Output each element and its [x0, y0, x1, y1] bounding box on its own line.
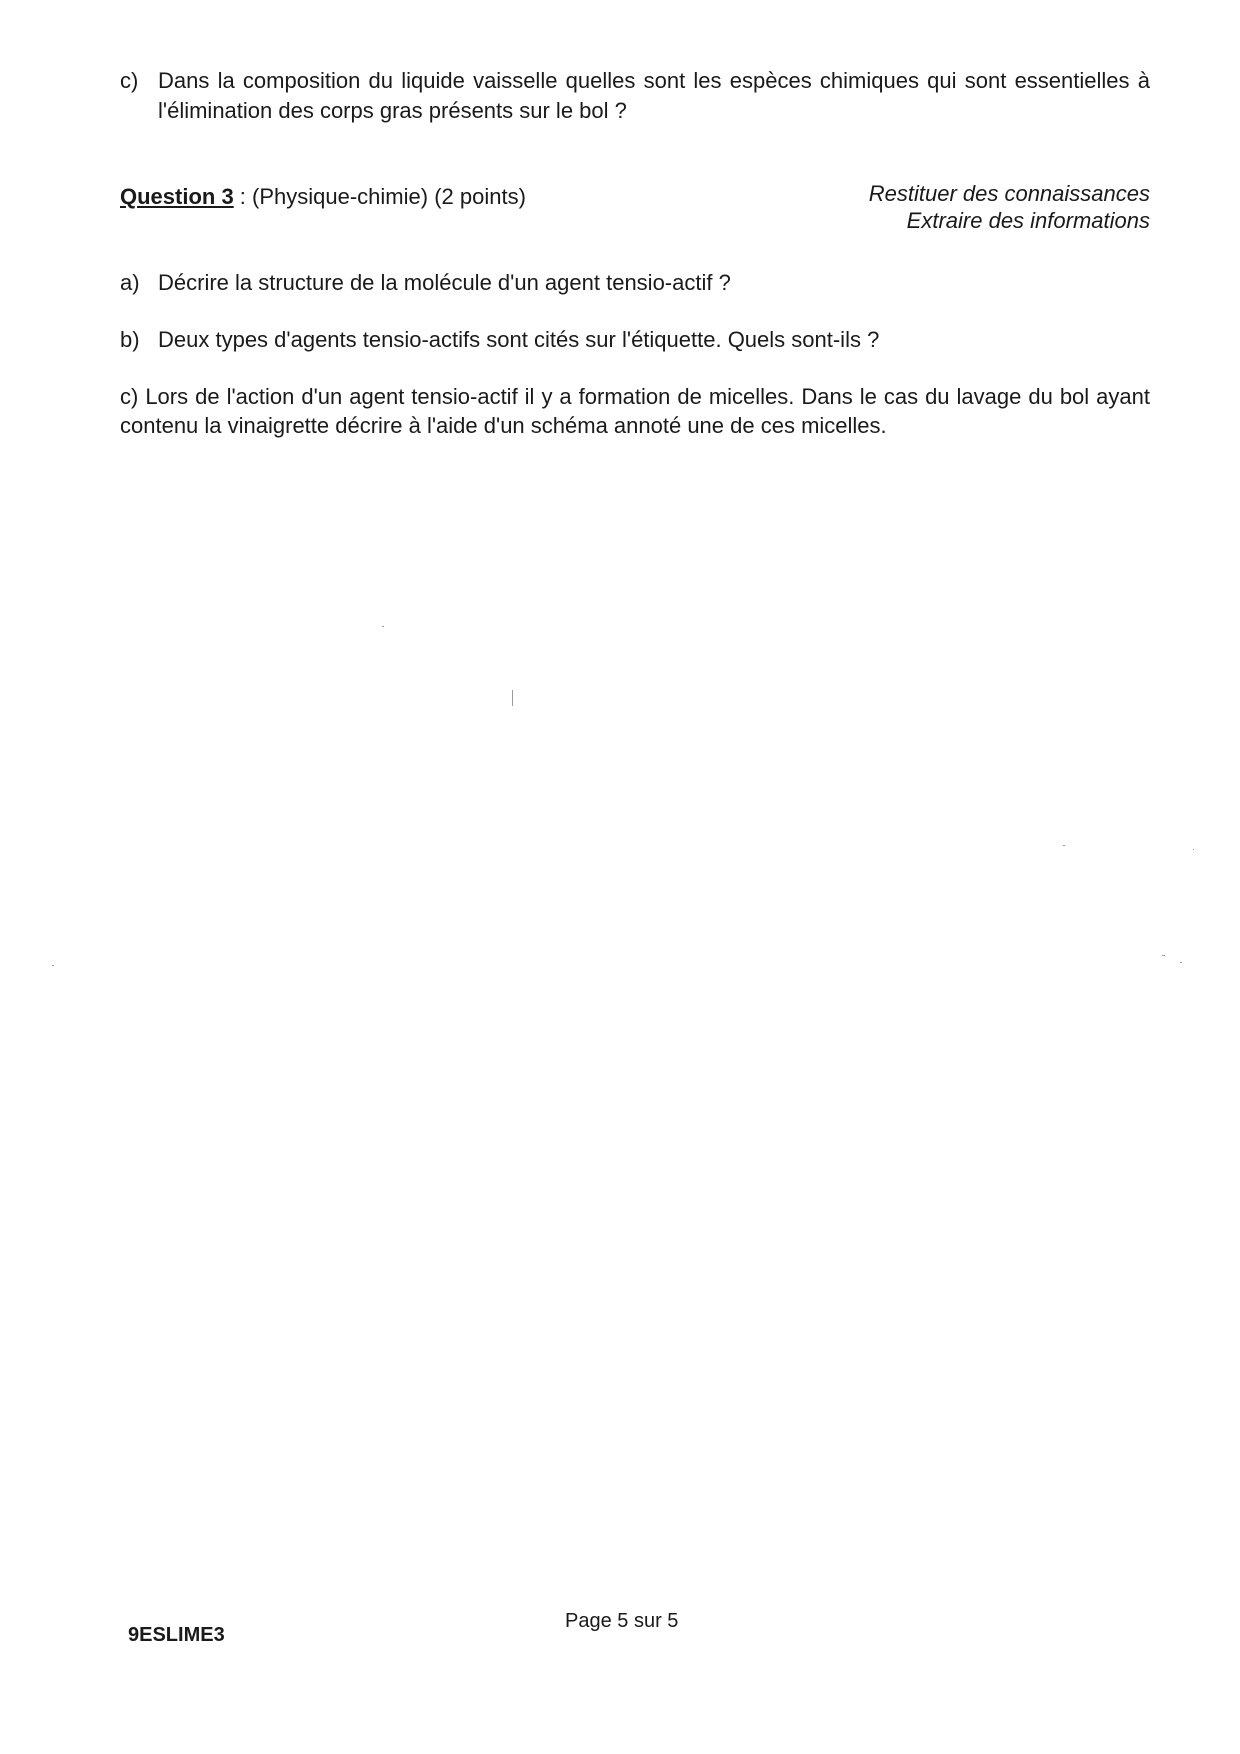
item-marker: a) — [120, 270, 140, 295]
question-3-details: : (Physique-chimie) (2 points) — [233, 184, 526, 209]
question-item-a — [120, 268, 1150, 298]
item-text: Deux types d'agents tensio-actifs sont cités sur l'étiquette. Quels sont-ils ? — [158, 327, 880, 352]
scan-speck — [512, 690, 513, 706]
item-text: Dans la composition du liquide vaisselle quelles sont les espèces chimiques qui sont essentielles à l'élimination des corps gras présents sur le bol ? — [158, 68, 1150, 123]
question-item-c-previous — [120, 66, 1150, 126]
skill-line: Restituer des connaissances — [868, 181, 1150, 206]
scan-speck — [1162, 955, 1165, 956]
scan-speck — [382, 626, 384, 627]
scan-speck — [1180, 962, 1182, 963]
item-marker: c) — [120, 68, 139, 93]
question-3-skills — [869, 180, 1150, 234]
scan-speck — [1063, 845, 1065, 846]
page-number: Page 5 sur 5 — [565, 1610, 679, 1632]
scan-speck — [1193, 849, 1194, 850]
question-3-title: Question 3 — [120, 184, 234, 209]
question-item-b — [120, 325, 1150, 355]
question-3-heading — [120, 182, 526, 212]
item-text: Décrire la structure de la molécule d'un agent tensio-actif ? — [158, 270, 731, 295]
skill-line: Extraire des informations — [906, 208, 1150, 233]
question-item-c: c) Lors de l'action d'un agent tensio-actif il y a formation de micelles. Dans le cas du lavage du bol ayant contenu la vinaigrette décrire à l'aide d'un schéma annoté une de ces micelles. — [120, 384, 1150, 438]
scan-speck — [52, 965, 54, 966]
item-marker: b) — [120, 327, 140, 352]
document-code: 9ESLIME3 — [128, 1624, 225, 1646]
